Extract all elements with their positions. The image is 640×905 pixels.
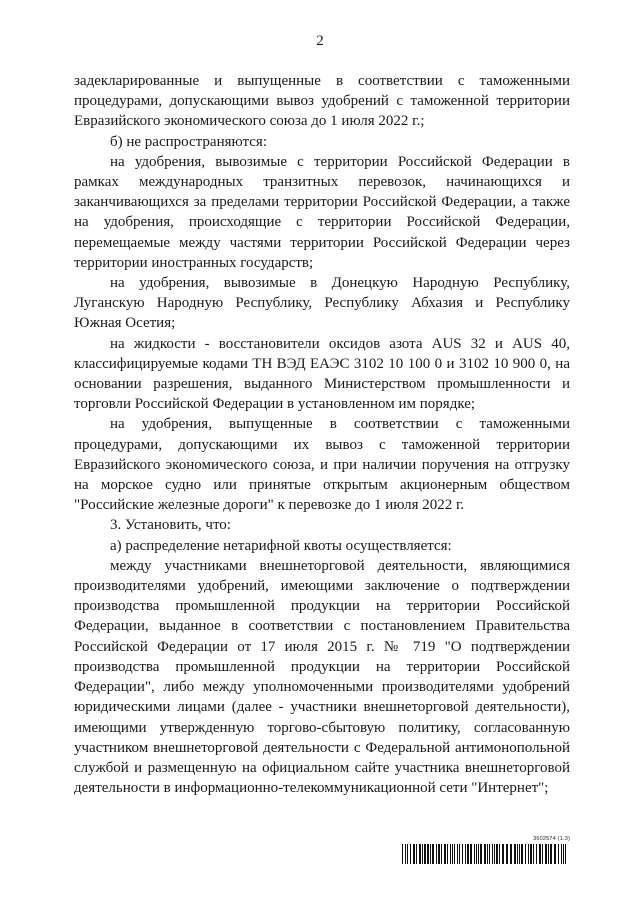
- paragraph: на удобрения, вывозимые с территории Российской Федерации в рамках международных транзитных перевозок, начинающихся и заканчивающихся за пределами территории Российской Федерации, а также на удобрения, происходящие с территории Российской Федерации, перемещаемые между частями территории Российской Федерации через территории иностранных государств;: [74, 153, 570, 271]
- page-number: 2: [316, 33, 324, 49]
- paragraph: а) распределение нетарифной квоты осуществляется:: [110, 537, 452, 554]
- paragraph: б) не распространяются:: [110, 133, 267, 150]
- paragraph: на удобрения, выпущенные в соответствии с таможенными процедурами, допускающими их вывоз с таможенной территории Евразийского экономического союза, и при наличии поручения на отгрузку на морское судно или принятые открытым акционерным обществом "Российские железные дороги" к перевозке до 1 июля 2022 г.: [74, 416, 570, 514]
- paragraph: на жидкости - восстановители оксидов азота AUS 32 и AUS 40, классифицируемые кодами ТН ВЭД ЕАЭС 3102 10 100 0 и 3102 10 900 0, на основании разрешения, выданного Министерством промышленности и торговли Российской Федерации в установленном им порядке;: [74, 335, 570, 413]
- paragraph: 3. Установить, что:: [110, 517, 231, 534]
- document-barcode: [402, 836, 570, 866]
- barcode-label: 3602574 (1.3): [533, 836, 570, 842]
- paragraph: на удобрения, вывозимые в Донецкую Народную Республику, Луганскую Народную Республику, Республику Абхазия и Республику Южная Осетия;: [74, 275, 570, 332]
- document-body: [74, 71, 570, 798]
- paragraph: между участниками внешнеторговой деятельности, являющимися производителями удобрений, имеющими заключение о подтверждении производства промышленной продукции на территории Российской Федерации, выданное в соответствии с постановлением Правительства Российской Федерации от 17 июля 2015 г. № 719 "О подтверждении производства промышленной продукции на территории Российской Федерации", либо между уполномоченными производителями удобрений юридическими лицами (далее - участники внешнеторговой деятельности), имеющими утвержденную торгово-сбытовую политику, согласованную участником внешнеторговой деятельности с Федеральной антимонопольной службой и размещенную на официальном сайте участника внешнеторговой деятельности в информационно-телекоммуникационной сети "Интернет";: [74, 557, 570, 797]
- paragraph: задекларированные и выпущенные в соответствии с таможенными процедурами, допускающими вывоз удобрений с таможенной территории Евразийского экономического союза до 1 июля 2022 г.;: [74, 73, 570, 130]
- barcode-icon: [402, 844, 570, 864]
